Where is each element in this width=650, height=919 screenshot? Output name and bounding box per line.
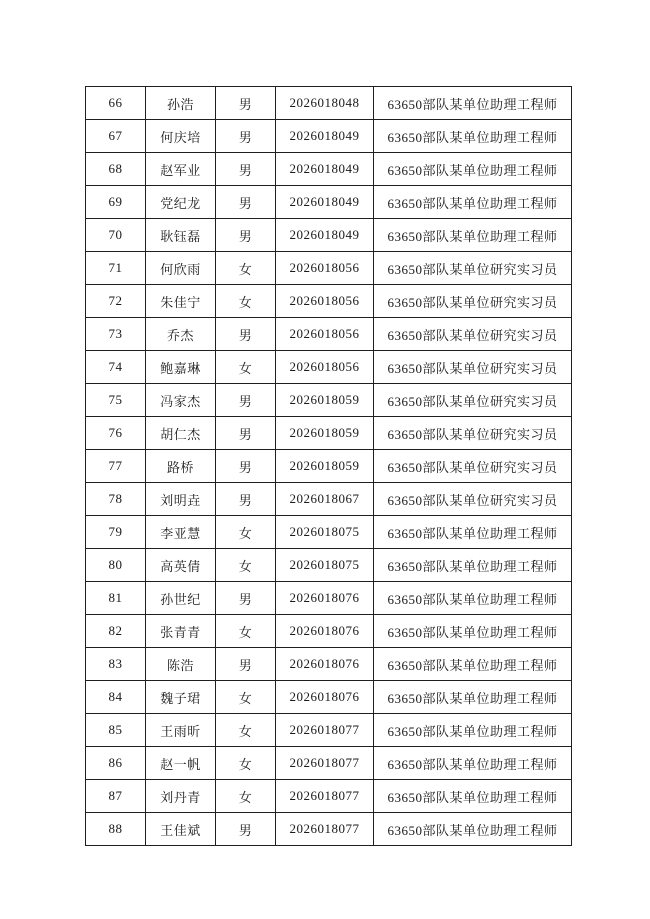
position-cell: 63650部队某单位助理工程师 <box>374 582 572 615</box>
exam-id-cell: 2026018075 <box>276 516 374 549</box>
gender-cell: 男 <box>216 384 276 417</box>
name-cell: 刘丹青 <box>146 780 216 813</box>
exam-id-cell: 2026018076 <box>276 648 374 681</box>
position-cell: 63650部队某单位研究实习员 <box>374 351 572 384</box>
name-cell: 耿钰磊 <box>146 219 216 252</box>
name-cell: 王佳斌 <box>146 813 216 846</box>
gender-cell: 男 <box>216 87 276 120</box>
name-cell: 赵军业 <box>146 153 216 186</box>
table-row <box>86 813 572 846</box>
table-row <box>86 351 572 384</box>
position-cell: 63650部队某单位研究实习员 <box>374 384 572 417</box>
name-cell: 何庆培 <box>146 120 216 153</box>
table-row <box>86 681 572 714</box>
exam-id-cell: 2026018056 <box>276 351 374 384</box>
position-cell: 63650部队某单位助理工程师 <box>374 549 572 582</box>
table-row <box>86 252 572 285</box>
name-cell: 朱佳宁 <box>146 285 216 318</box>
name-cell: 赵一帆 <box>146 747 216 780</box>
table-row <box>86 219 572 252</box>
row-index-cell: 69 <box>86 186 146 219</box>
gender-cell: 男 <box>216 648 276 681</box>
gender-cell: 女 <box>216 252 276 285</box>
gender-cell: 女 <box>216 780 276 813</box>
gender-cell: 男 <box>216 186 276 219</box>
position-cell: 63650部队某单位研究实习员 <box>374 318 572 351</box>
row-index-cell: 82 <box>86 615 146 648</box>
row-index-cell: 79 <box>86 516 146 549</box>
exam-id-cell: 2026018059 <box>276 417 374 450</box>
table-row <box>86 153 572 186</box>
table-row <box>86 714 572 747</box>
row-index-cell: 87 <box>86 780 146 813</box>
gender-cell: 女 <box>216 285 276 318</box>
position-cell: 63650部队某单位助理工程师 <box>374 813 572 846</box>
name-cell: 冯家杰 <box>146 384 216 417</box>
name-cell: 何欣雨 <box>146 252 216 285</box>
position-cell: 63650部队某单位研究实习员 <box>374 483 572 516</box>
name-cell: 李亚慧 <box>146 516 216 549</box>
name-cell: 王雨昕 <box>146 714 216 747</box>
gender-cell: 男 <box>216 318 276 351</box>
exam-id-cell: 2026018076 <box>276 615 374 648</box>
position-cell: 63650部队某单位助理工程师 <box>374 648 572 681</box>
table-row <box>86 120 572 153</box>
table-row <box>86 648 572 681</box>
row-index-cell: 88 <box>86 813 146 846</box>
name-cell: 路桥 <box>146 450 216 483</box>
row-index-cell: 81 <box>86 582 146 615</box>
table-row <box>86 318 572 351</box>
row-index-cell: 68 <box>86 153 146 186</box>
gender-cell: 男 <box>216 417 276 450</box>
position-cell: 63650部队某单位助理工程师 <box>374 681 572 714</box>
position-cell: 63650部队某单位研究实习员 <box>374 252 572 285</box>
position-cell: 63650部队某单位助理工程师 <box>374 780 572 813</box>
name-cell: 孙浩 <box>146 87 216 120</box>
name-cell: 党纪龙 <box>146 186 216 219</box>
gender-cell: 女 <box>216 351 276 384</box>
table-row <box>86 516 572 549</box>
gender-cell: 男 <box>216 483 276 516</box>
gender-cell: 女 <box>216 615 276 648</box>
row-index-cell: 67 <box>86 120 146 153</box>
position-cell: 63650部队某单位助理工程师 <box>374 87 572 120</box>
position-cell: 63650部队某单位助理工程师 <box>374 219 572 252</box>
name-cell: 胡仁杰 <box>146 417 216 450</box>
table-row <box>86 582 572 615</box>
table-row <box>86 87 572 120</box>
row-index-cell: 77 <box>86 450 146 483</box>
position-cell: 63650部队某单位研究实习员 <box>374 450 572 483</box>
exam-id-cell: 2026018075 <box>276 549 374 582</box>
name-cell: 刘明垚 <box>146 483 216 516</box>
table-row <box>86 747 572 780</box>
exam-id-cell: 2026018077 <box>276 714 374 747</box>
exam-id-cell: 2026018076 <box>276 681 374 714</box>
gender-cell: 男 <box>216 813 276 846</box>
exam-id-cell: 2026018059 <box>276 384 374 417</box>
exam-id-cell: 2026018077 <box>276 780 374 813</box>
table-row <box>86 186 572 219</box>
name-cell: 鲍嘉琳 <box>146 351 216 384</box>
gender-cell: 男 <box>216 582 276 615</box>
gender-cell: 女 <box>216 516 276 549</box>
row-index-cell: 66 <box>86 87 146 120</box>
row-index-cell: 76 <box>86 417 146 450</box>
personnel-table <box>85 86 572 846</box>
name-cell: 高英倩 <box>146 549 216 582</box>
position-cell: 63650部队某单位助理工程师 <box>374 747 572 780</box>
table-body <box>86 87 572 846</box>
table-row <box>86 285 572 318</box>
exam-id-cell: 2026018077 <box>276 813 374 846</box>
gender-cell: 女 <box>216 714 276 747</box>
table-row <box>86 384 572 417</box>
position-cell: 63650部队某单位助理工程师 <box>374 615 572 648</box>
row-index-cell: 73 <box>86 318 146 351</box>
gender-cell: 男 <box>216 153 276 186</box>
exam-id-cell: 2026018077 <box>276 747 374 780</box>
name-cell: 乔杰 <box>146 318 216 351</box>
row-index-cell: 84 <box>86 681 146 714</box>
table-row <box>86 483 572 516</box>
exam-id-cell: 2026018059 <box>276 450 374 483</box>
name-cell: 孙世纪 <box>146 582 216 615</box>
position-cell: 63650部队某单位助理工程师 <box>374 153 572 186</box>
table-row <box>86 417 572 450</box>
row-index-cell: 75 <box>86 384 146 417</box>
row-index-cell: 86 <box>86 747 146 780</box>
gender-cell: 女 <box>216 549 276 582</box>
position-cell: 63650部队某单位助理工程师 <box>374 186 572 219</box>
name-cell: 张青青 <box>146 615 216 648</box>
table-row <box>86 549 572 582</box>
position-cell: 63650部队某单位研究实习员 <box>374 285 572 318</box>
position-cell: 63650部队某单位研究实习员 <box>374 417 572 450</box>
position-cell: 63650部队某单位助理工程师 <box>374 714 572 747</box>
exam-id-cell: 2026018056 <box>276 285 374 318</box>
table-row <box>86 780 572 813</box>
row-index-cell: 80 <box>86 549 146 582</box>
exam-id-cell: 2026018049 <box>276 219 374 252</box>
row-index-cell: 85 <box>86 714 146 747</box>
gender-cell: 女 <box>216 747 276 780</box>
table-row <box>86 615 572 648</box>
table-row <box>86 450 572 483</box>
exam-id-cell: 2026018076 <box>276 582 374 615</box>
name-cell: 陈浩 <box>146 648 216 681</box>
exam-id-cell: 2026018049 <box>276 153 374 186</box>
row-index-cell: 83 <box>86 648 146 681</box>
name-cell: 魏子珺 <box>146 681 216 714</box>
gender-cell: 男 <box>216 219 276 252</box>
exam-id-cell: 2026018056 <box>276 252 374 285</box>
exam-id-cell: 2026018056 <box>276 318 374 351</box>
row-index-cell: 70 <box>86 219 146 252</box>
position-cell: 63650部队某单位助理工程师 <box>374 120 572 153</box>
gender-cell: 男 <box>216 450 276 483</box>
exam-id-cell: 2026018067 <box>276 483 374 516</box>
exam-id-cell: 2026018049 <box>276 120 374 153</box>
position-cell: 63650部队某单位助理工程师 <box>374 516 572 549</box>
exam-id-cell: 2026018048 <box>276 87 374 120</box>
exam-id-cell: 2026018049 <box>276 186 374 219</box>
row-index-cell: 78 <box>86 483 146 516</box>
row-index-cell: 74 <box>86 351 146 384</box>
gender-cell: 女 <box>216 681 276 714</box>
row-index-cell: 72 <box>86 285 146 318</box>
row-index-cell: 71 <box>86 252 146 285</box>
gender-cell: 男 <box>216 120 276 153</box>
